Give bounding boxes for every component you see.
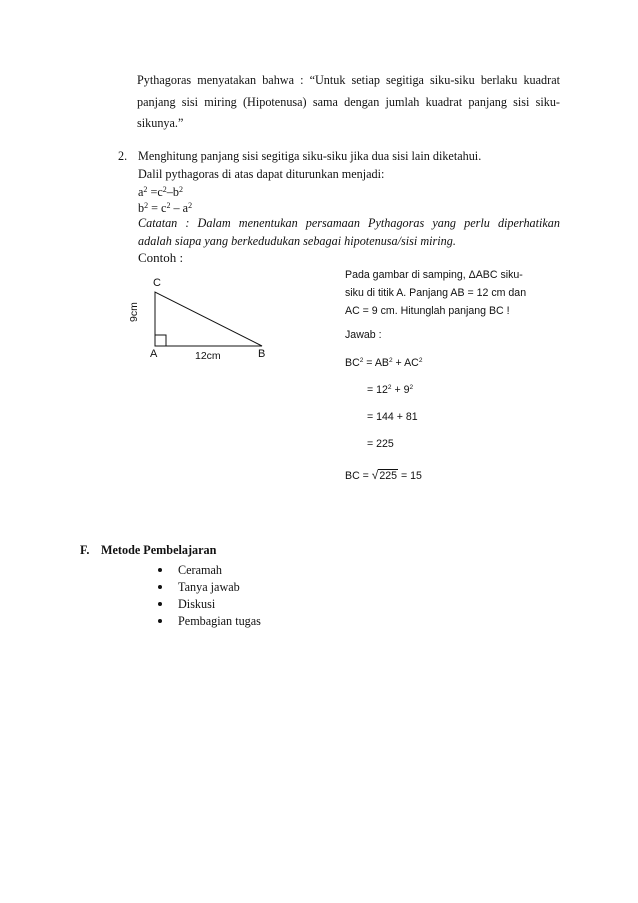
problem-line-2: siku di titik A. Panjang AB = 12 cm dan [345,287,527,299]
formula-1-exp: 2 [143,185,148,194]
formula-1-lhs: a [138,185,144,199]
bullet-icon [158,602,162,606]
section-f-label: F. [80,543,90,557]
jawab-label: Jawab : [345,329,382,341]
bullet-text: Ceramah [178,563,222,577]
formula-2-lhs: b [138,201,145,215]
step-1-exp-2: 2 [388,357,393,364]
step-1-ac: + AC [392,357,419,369]
formula-2-rest: – a [170,201,189,215]
solution-step-1 [345,354,422,372]
bullet-text: Pembagian tugas [178,614,261,628]
formula-2-rest-exp: 2 [188,201,193,210]
step-1-exp-3: 2 [418,357,423,364]
item-heading: Menghitung panjang sisi segitiga siku-siku jika dua sisi lain diketahui. [138,149,482,163]
contoh-label: Contoh : [138,250,184,265]
formula-1-rest: –b [166,185,179,199]
bullet-text: Diskusi [178,597,216,611]
bullet-icon [158,585,162,589]
section-f-title: Metode Pembelajaran [101,543,217,557]
side-ab-label: 12cm [195,350,221,362]
formula-2-mid-exp: 2 [166,201,171,210]
bullet-text: Tanya jawab [178,580,240,594]
vertex-a-label: A [150,348,158,360]
intro-line-2: panjang sisi miring (Hipotenusa) sama dengan jumlah kuadrat panjang sisi siku- [137,95,560,109]
dalil-text: Dalil pythagoras di atas dapat diturunkan menjadi: [138,167,385,181]
solution-step-4: = 225 [367,438,394,450]
problem-line-3: AC = 9 cm. Hitunglah panjang BC ! [345,305,510,317]
step-1-exp-1: 2 [359,357,364,364]
item-number: 2. [118,149,128,163]
radicand: 225 [379,470,398,482]
step-2-exp-1: 2 [387,384,392,391]
formula-2-mid: = c [148,201,167,215]
intro-line-3: sikunya.” [137,116,184,130]
catatan-line-2: adalah siapa yang berkedudukan sebagai hipotenusa/sisi miring. [138,234,456,248]
bullet-icon [158,568,162,572]
final-post: = 15 [398,470,422,482]
formula-1-rest-exp: 2 [178,185,183,194]
formula-1-mid-exp: 2 [162,185,167,194]
intro-line-1: Pythagoras menyatakan bahwa : “Untuk setiap segitiga siku-siku berlaku kuadrat [137,73,560,87]
step-2-exp-2: 2 [409,384,414,391]
step-2-pre: = 12 [367,384,388,396]
step-1-ab: = AB [363,357,389,369]
solution-final [345,466,422,485]
formula-1-mid: =c [147,185,163,199]
step-1-bc: BC [345,357,360,369]
vertex-c-label: C [153,277,161,289]
catatan-line-1: Catatan : Dalam menentukan persamaan Pythagoras yang perlu diperhatikan [138,216,560,230]
vertex-b-label: B [258,348,266,360]
problem-line-1: Pada gambar di samping, ΔABC siku- [345,269,523,281]
example-panel [345,266,555,320]
formula-1 [138,184,183,200]
step-2-mid: + 9 [391,384,410,396]
solution-step-2 [367,381,413,399]
right-angle-marker [155,335,166,346]
formula-2-exp: 2 [144,201,149,210]
solution-step-3: = 144 + 81 [367,411,418,423]
side-ac-label: 9cm [128,302,140,322]
sqrt-icon: √ [371,468,379,482]
triangle-shape [155,292,262,346]
formula-2 [138,200,192,216]
final-pre: BC = [345,470,372,482]
bullet-icon [158,619,162,623]
